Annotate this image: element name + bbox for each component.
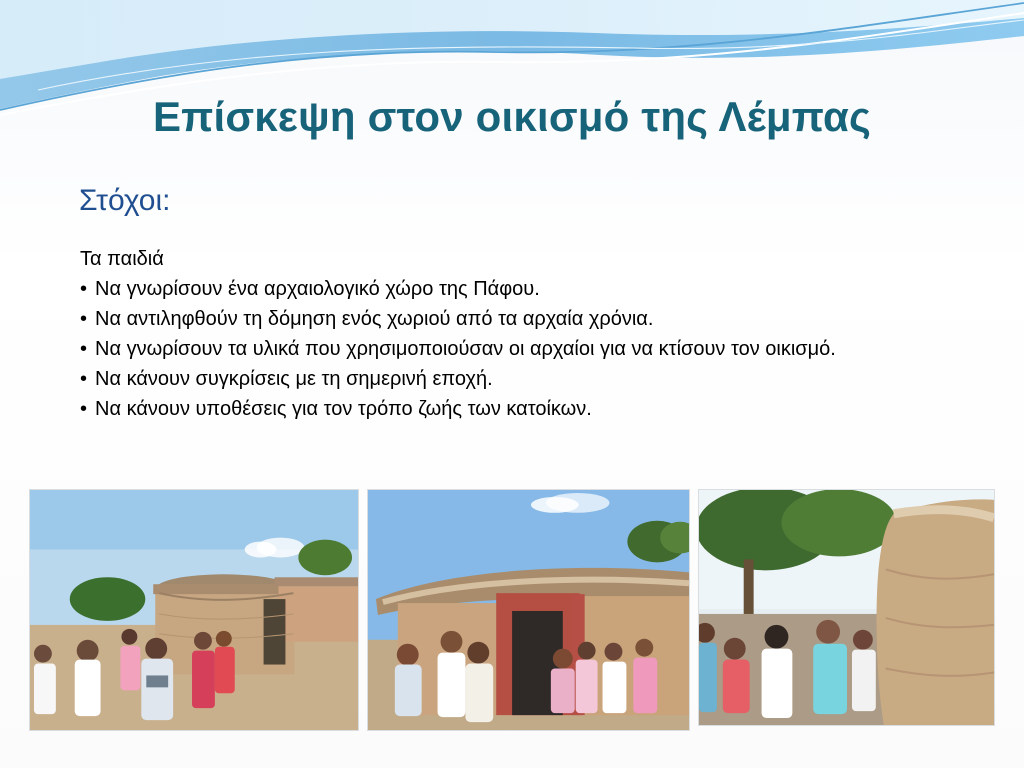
goal-item-4 (80, 364, 980, 394)
goal-text-5: Να κάνουν υποθέσεις για τον τρόπο ζωής των κατοίκων. (95, 398, 592, 420)
goal-item-2 (80, 304, 980, 334)
bullet-icon: • (80, 368, 88, 390)
goals-content (80, 244, 980, 424)
goal-text-1: Να γνωρίσουν ένα αρχαιολογικό χώρο της Πάφου. (95, 278, 540, 300)
goal-text-3: Να γνωρίσουν τα υλικά που χρησιμοποιούσαν οι αρχαίοι για να κτίσουν τον οικισμό. (95, 338, 836, 360)
intro-text: Τα παιδιά (80, 248, 164, 270)
goal-item-1 (80, 274, 980, 304)
photo-round-huts-with-children (29, 489, 359, 731)
photo-reconstructed-house-with-children (367, 489, 690, 731)
goals-heading: Στόχοι: (79, 184, 171, 217)
goal-item-5 (80, 394, 980, 424)
bullet-icon: • (80, 338, 88, 360)
bullet-icon: • (80, 398, 88, 420)
photo-children-touching-mud-wall (698, 489, 995, 726)
slide-title: Επίσκεψη στον οικισμό της Λέμπας (152, 93, 872, 140)
bullet-icon: • (80, 308, 88, 330)
goals-list (80, 274, 980, 424)
goal-text-4: Να κάνουν συγκρίσεις με τη σημερινή εποχή. (95, 368, 493, 390)
goal-text-2: Να αντιληφθούν τη δόμηση ενός χωριού από τα αρχαία χρόνια. (95, 308, 654, 330)
goal-item-3 (80, 334, 980, 364)
bullet-icon: • (80, 278, 88, 300)
